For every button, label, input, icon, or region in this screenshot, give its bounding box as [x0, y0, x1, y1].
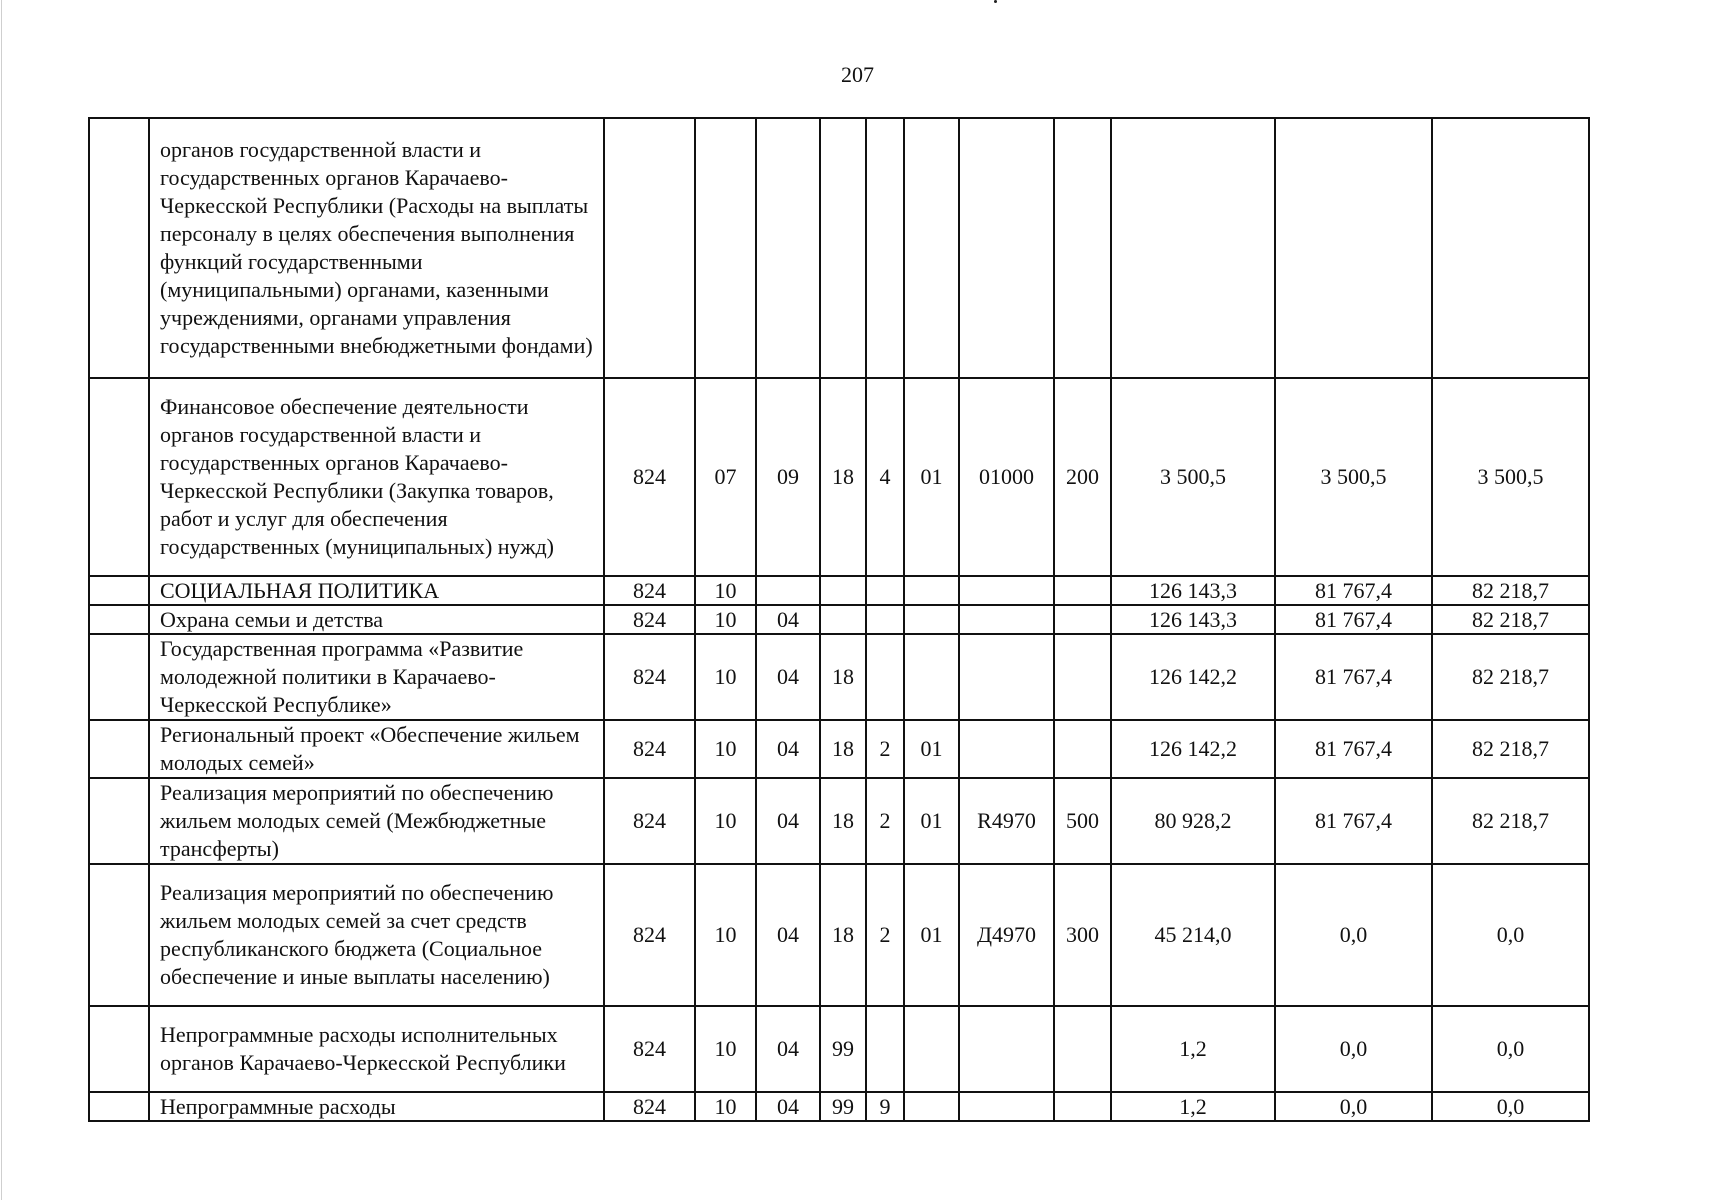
col-cs2: 4	[866, 378, 904, 576]
col-cs4	[959, 118, 1054, 378]
col-vr	[1054, 720, 1111, 778]
col-year1: 3 500,5	[1111, 378, 1275, 576]
col-year1: 126 143,3	[1111, 576, 1275, 605]
table-row	[89, 778, 1589, 864]
col-cs2	[866, 634, 904, 720]
col-pr: 04	[756, 1006, 820, 1092]
col-rz	[695, 118, 756, 378]
col-cs3	[904, 605, 959, 634]
col-year3: 3 500,5	[1432, 378, 1589, 576]
col-ved: 824	[604, 1006, 695, 1092]
col-year2: 0,0	[1275, 1092, 1432, 1121]
col-cs2: 2	[866, 778, 904, 864]
col-year2: 81 767,4	[1275, 778, 1432, 864]
row-name: Реализация мероприятий по обеспечению жильем молодых семей (Межбюджетные трансферты)	[149, 778, 604, 864]
row-index-cell	[89, 864, 149, 1006]
col-cs3	[904, 634, 959, 720]
col-ved: 824	[604, 720, 695, 778]
col-year2: 81 767,4	[1275, 634, 1432, 720]
col-vr	[1054, 118, 1111, 378]
col-cs2: 9	[866, 1092, 904, 1121]
col-cs2: 2	[866, 864, 904, 1006]
col-cs2	[866, 118, 904, 378]
col-pr: 04	[756, 778, 820, 864]
col-ved: 824	[604, 605, 695, 634]
col-pr: 09	[756, 378, 820, 576]
row-index-cell	[89, 634, 149, 720]
col-year3: 0,0	[1432, 1092, 1589, 1121]
col-year2: 3 500,5	[1275, 378, 1432, 576]
col-cs1	[820, 118, 866, 378]
col-cs1	[820, 605, 866, 634]
col-rz: 07	[695, 378, 756, 576]
col-pr	[756, 118, 820, 378]
row-name: СОЦИАЛЬНАЯ ПОЛИТИКА	[149, 576, 604, 605]
col-rz: 10	[695, 605, 756, 634]
col-year1: 80 928,2	[1111, 778, 1275, 864]
row-name: Непрограммные расходы исполнительных органов Карачаево-Черкесской Республики	[149, 1006, 604, 1092]
col-cs4: R4970	[959, 778, 1054, 864]
row-name: органов государственной власти и государственных органов Карачаево-Черкесской Республики (Расходы на выплаты персоналу в целях обеспечения выполнения функций государственными (муниципальными) органами, казенными учреждениями, органами управления государственными внебюджетными фондами)	[149, 118, 604, 378]
col-vr	[1054, 1092, 1111, 1121]
row-name: Государственная программа «Развитие молодежной политики в Карачаево-Черкесской Республике»	[149, 634, 604, 720]
col-cs3: 01	[904, 778, 959, 864]
col-ved: 824	[604, 576, 695, 605]
col-cs1: 18	[820, 864, 866, 1006]
row-index-cell	[89, 576, 149, 605]
col-rz: 10	[695, 1092, 756, 1121]
row-name: Финансовое обеспечение деятельности органов государственной власти и государственных органов Карачаево-Черкесской Республики (Закупка товаров, работ и услуг для обеспечения государственных (муниципальных) нужд)	[149, 378, 604, 576]
scan-edge-line	[1, 0, 2, 1200]
col-year1: 1,2	[1111, 1092, 1275, 1121]
col-year3: 82 218,7	[1432, 576, 1589, 605]
row-name: Реализация мероприятий по обеспечению жильем молодых семей за счет средств республиканского бюджета (Социальное обеспечение и иные выплаты населению)	[149, 864, 604, 1006]
col-vr	[1054, 576, 1111, 605]
col-cs3: 01	[904, 864, 959, 1006]
table-row	[89, 1006, 1589, 1092]
col-cs1: 18	[820, 378, 866, 576]
col-cs3: 01	[904, 378, 959, 576]
row-index-cell	[89, 118, 149, 378]
table-row	[89, 720, 1589, 778]
col-rz: 10	[695, 720, 756, 778]
col-year1: 126 142,2	[1111, 634, 1275, 720]
col-cs4	[959, 634, 1054, 720]
col-cs4	[959, 605, 1054, 634]
row-name: Охрана семьи и детства	[149, 605, 604, 634]
col-ved: 824	[604, 378, 695, 576]
col-ved: 824	[604, 864, 695, 1006]
col-year3: 0,0	[1432, 864, 1589, 1006]
col-year2: 81 767,4	[1275, 720, 1432, 778]
col-cs2	[866, 605, 904, 634]
col-pr	[756, 576, 820, 605]
col-year1: 126 143,3	[1111, 605, 1275, 634]
col-rz: 10	[695, 576, 756, 605]
row-index-cell	[89, 1006, 149, 1092]
col-pr: 04	[756, 605, 820, 634]
row-name: Непрограммные расходы	[149, 1092, 604, 1121]
col-cs4	[959, 1092, 1054, 1121]
col-year3: 82 218,7	[1432, 778, 1589, 864]
table-row	[89, 864, 1589, 1006]
col-cs4	[959, 576, 1054, 605]
col-cs3	[904, 576, 959, 605]
col-cs3	[904, 118, 959, 378]
col-cs3	[904, 1006, 959, 1092]
table-row	[89, 1092, 1589, 1121]
col-cs3: 01	[904, 720, 959, 778]
col-cs4	[959, 720, 1054, 778]
col-rz: 10	[695, 1006, 756, 1092]
col-year3: 0,0	[1432, 1006, 1589, 1092]
col-vr	[1054, 1006, 1111, 1092]
col-pr: 04	[756, 720, 820, 778]
col-cs1: 99	[820, 1006, 866, 1092]
scan-speck	[994, 0, 997, 3]
page-number: 207	[841, 62, 874, 87]
col-vr: 200	[1054, 378, 1111, 576]
row-index-cell	[89, 378, 149, 576]
col-year2: 0,0	[1275, 1006, 1432, 1092]
col-ved: 824	[604, 1092, 695, 1121]
col-year1	[1111, 118, 1275, 378]
col-year1: 1,2	[1111, 1006, 1275, 1092]
col-rz: 10	[695, 778, 756, 864]
col-year2: 81 767,4	[1275, 605, 1432, 634]
col-vr: 300	[1054, 864, 1111, 1006]
row-index-cell	[89, 720, 149, 778]
col-year1: 126 142,2	[1111, 720, 1275, 778]
col-rz: 10	[695, 634, 756, 720]
row-index-cell	[89, 605, 149, 634]
col-ved: 824	[604, 634, 695, 720]
col-ved	[604, 118, 695, 378]
col-rz: 10	[695, 864, 756, 1006]
col-ved: 824	[604, 778, 695, 864]
col-cs1: 18	[820, 720, 866, 778]
col-vr: 500	[1054, 778, 1111, 864]
col-pr: 04	[756, 1092, 820, 1121]
col-year3	[1432, 118, 1589, 378]
col-cs1	[820, 576, 866, 605]
table-row	[89, 378, 1589, 576]
col-year2: 81 767,4	[1275, 576, 1432, 605]
col-cs2	[866, 1006, 904, 1092]
col-cs3	[904, 1092, 959, 1121]
col-year3: 82 218,7	[1432, 605, 1589, 634]
col-cs1: 99	[820, 1092, 866, 1121]
table-row	[89, 634, 1589, 720]
col-cs1: 18	[820, 778, 866, 864]
col-vr	[1054, 634, 1111, 720]
col-vr	[1054, 605, 1111, 634]
table-row	[89, 576, 1589, 605]
col-year2: 0,0	[1275, 864, 1432, 1006]
row-index-cell	[89, 1092, 149, 1121]
row-index-cell	[89, 778, 149, 864]
col-year3: 82 218,7	[1432, 720, 1589, 778]
col-cs4: Д4970	[959, 864, 1054, 1006]
col-year3: 82 218,7	[1432, 634, 1589, 720]
col-cs4	[959, 1006, 1054, 1092]
budget-table	[88, 117, 1590, 1122]
col-cs2	[866, 576, 904, 605]
col-cs2: 2	[866, 720, 904, 778]
col-year1: 45 214,0	[1111, 864, 1275, 1006]
col-year2	[1275, 118, 1432, 378]
col-cs1: 18	[820, 634, 866, 720]
col-pr: 04	[756, 634, 820, 720]
table-row	[89, 118, 1589, 378]
col-cs4: 01000	[959, 378, 1054, 576]
col-pr: 04	[756, 864, 820, 1006]
table-row	[89, 605, 1589, 634]
row-name: Региональный проект «Обеспечение жильем молодых семей»	[149, 720, 604, 778]
